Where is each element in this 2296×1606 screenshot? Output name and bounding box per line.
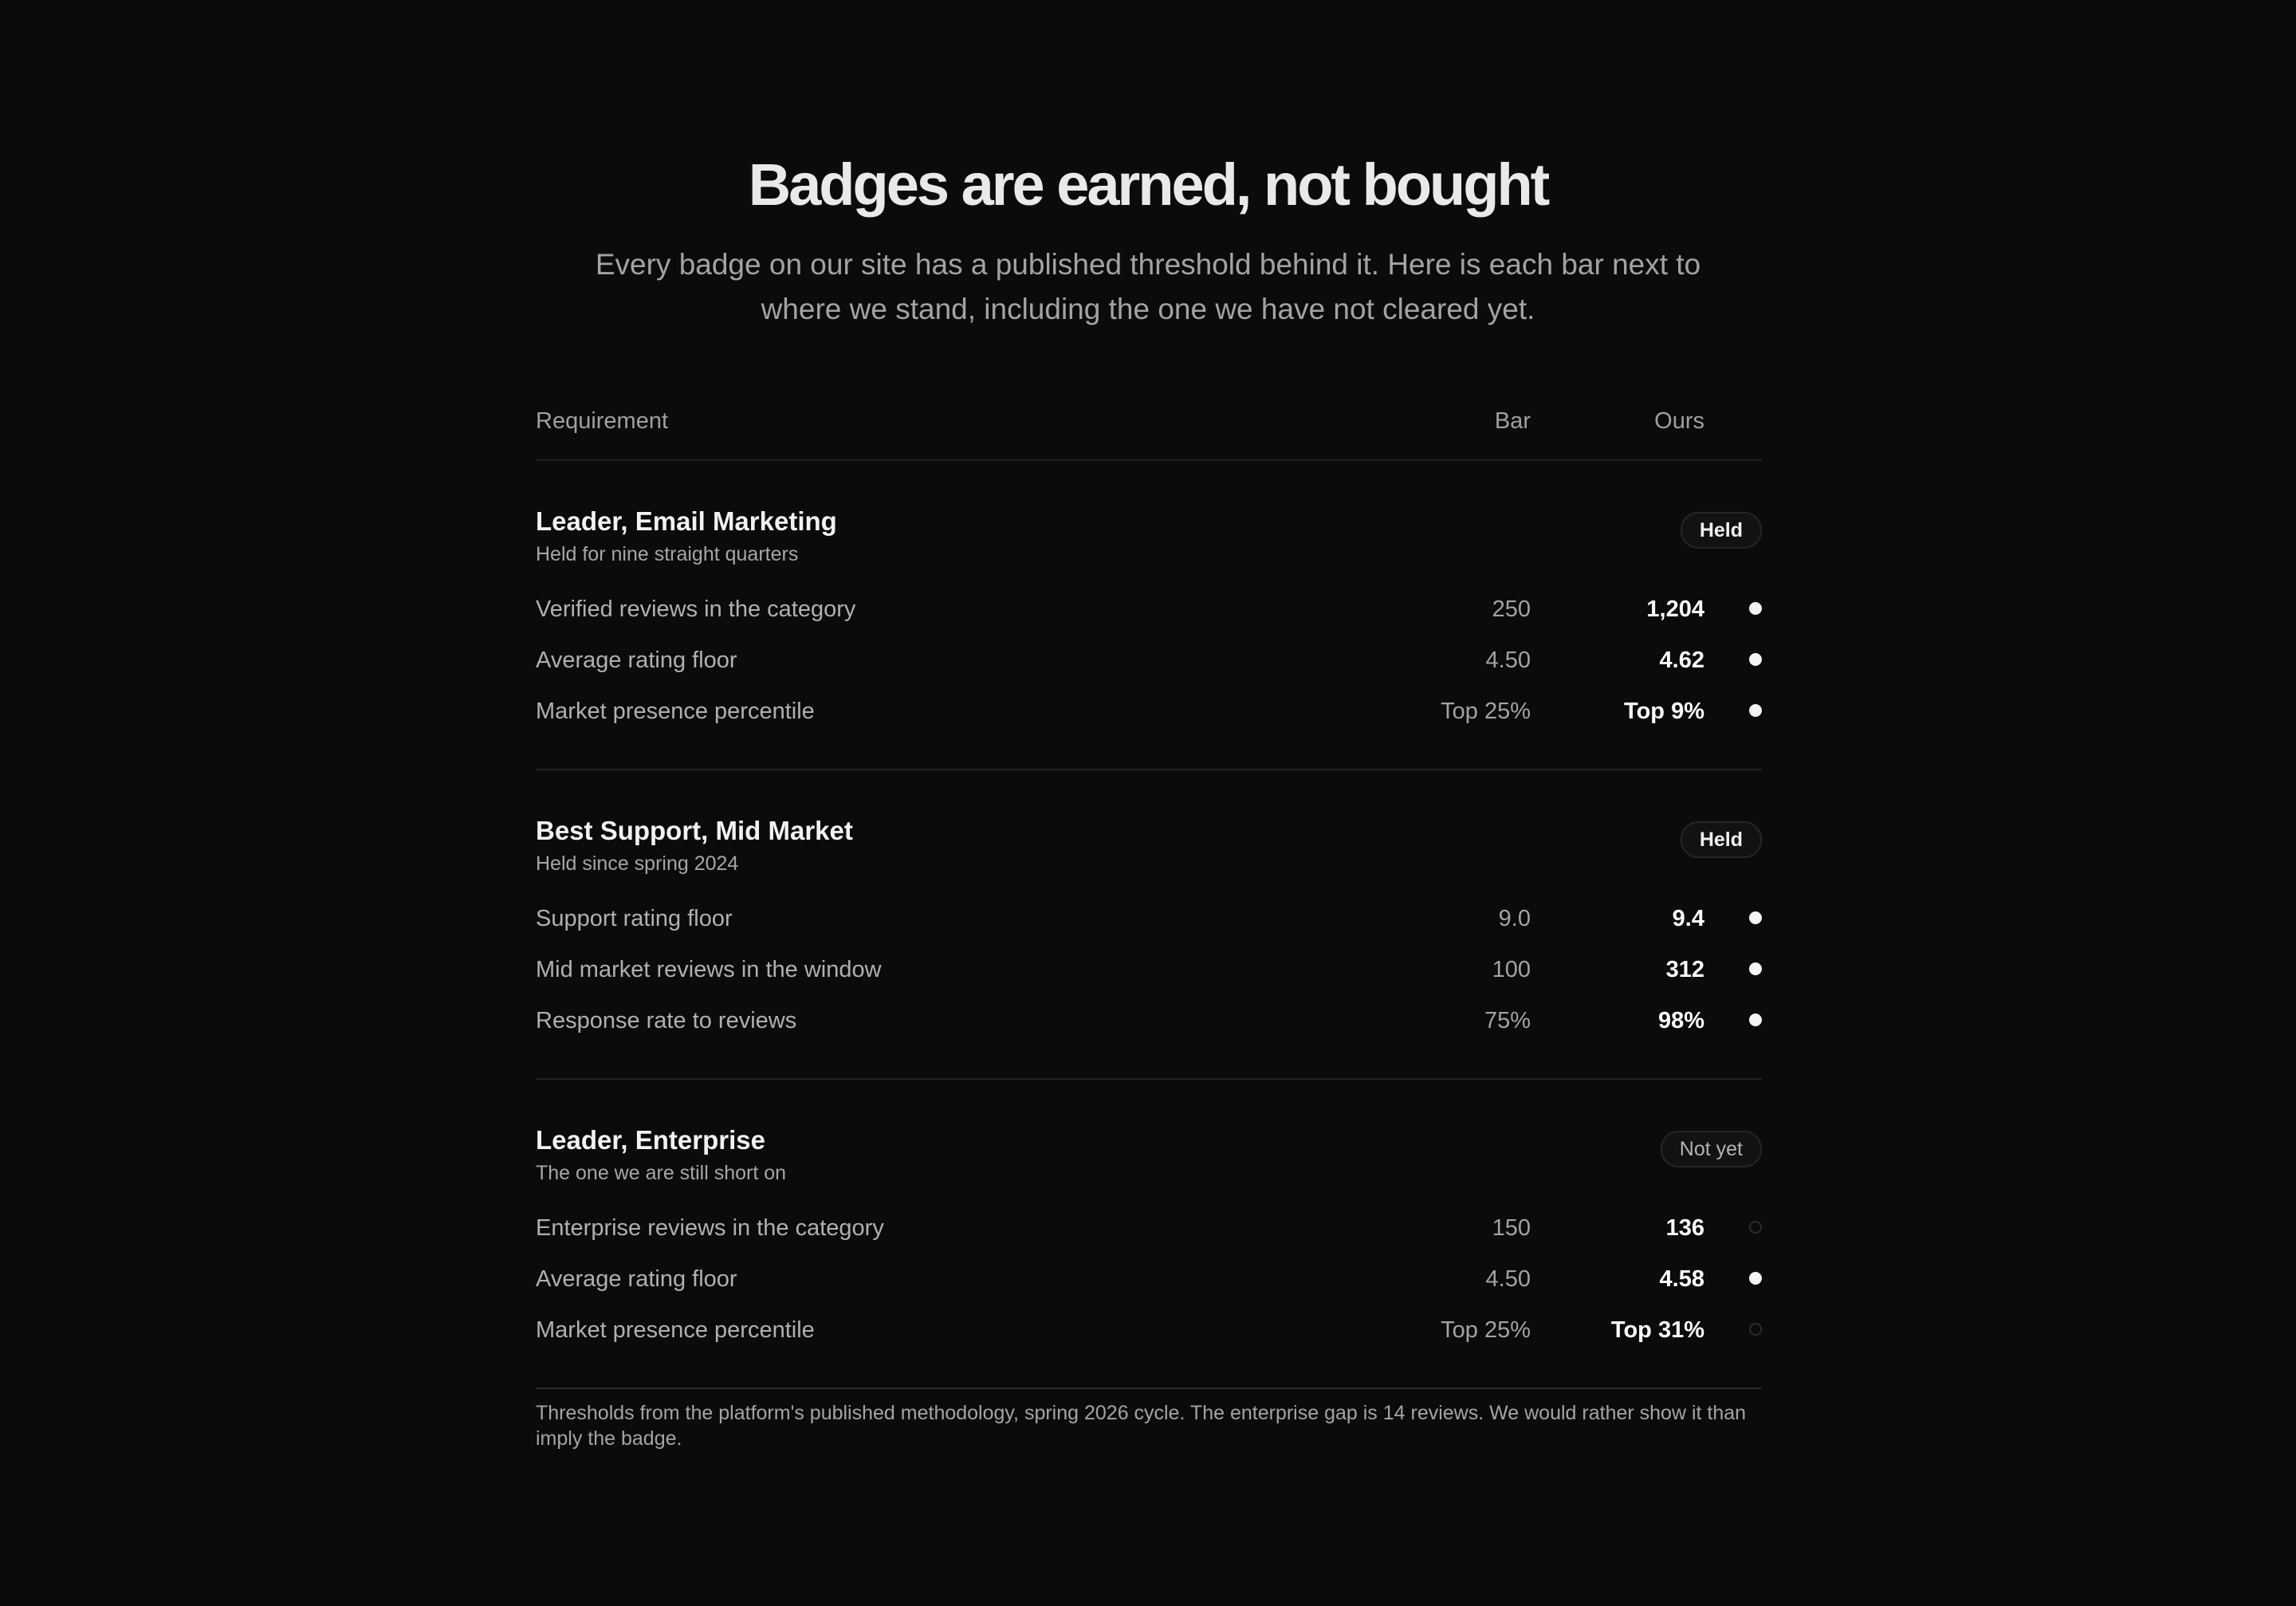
ours-value: 4.62 xyxy=(1659,648,1704,673)
badge-note: The one we are still short on xyxy=(536,1162,787,1184)
table-header xyxy=(536,399,1762,461)
bar-value: 9.0 xyxy=(1498,906,1531,931)
requirement-label: Average rating floor xyxy=(536,1266,737,1292)
bar-value: Top 25% xyxy=(1441,1317,1531,1343)
badge-group-header xyxy=(536,506,1762,584)
status-dot-icon xyxy=(1749,704,1762,717)
table-row xyxy=(536,995,1762,1046)
status-dot-icon xyxy=(1749,1272,1762,1285)
ours-value: 9.4 xyxy=(1672,906,1704,931)
status-dot-icon xyxy=(1749,1014,1762,1026)
status-dot-icon xyxy=(1749,1323,1762,1336)
table-row xyxy=(536,686,1762,737)
badge-name: Leader, Enterprise xyxy=(536,1125,765,1155)
requirement-label: Enterprise reviews in the category xyxy=(536,1215,884,1241)
badge-name: Leader, Email Marketing xyxy=(536,506,837,536)
badge-note: Held since spring 2024 xyxy=(536,852,739,875)
badge-group xyxy=(536,770,1762,1080)
bar-value: 4.50 xyxy=(1485,648,1531,673)
column-header-ours: Ours xyxy=(1654,408,1704,434)
status-badge: Held xyxy=(1681,821,1762,858)
bar-value: 100 xyxy=(1492,957,1531,982)
status-badge: Not yet xyxy=(1661,1131,1762,1167)
status-dot-icon xyxy=(1749,911,1762,924)
table-row xyxy=(536,1305,1762,1356)
requirement-label: Verified reviews in the category xyxy=(536,596,856,622)
bar-value: 75% xyxy=(1484,1008,1531,1033)
column-header-bar: Bar xyxy=(1494,408,1531,434)
badge-group xyxy=(536,461,1762,770)
requirement-label: Market presence percentile xyxy=(536,1317,815,1343)
badge-name: Best Support, Mid Market xyxy=(536,816,853,845)
status-badge: Held xyxy=(1681,512,1762,549)
requirement-label: Support rating floor xyxy=(536,906,733,931)
badge-note: Held for nine straight quarters xyxy=(536,543,799,565)
badge-group xyxy=(536,1080,1762,1389)
table-row xyxy=(536,584,1762,635)
ours-value: 312 xyxy=(1665,957,1704,982)
page-subtitle: Every badge on our site has a published threshold behind it. Here is each bar next to where we stand, including the one we have not cleared yet. xyxy=(595,248,1701,325)
ours-value: Top 31% xyxy=(1610,1317,1704,1343)
bar-value: 150 xyxy=(1492,1215,1531,1241)
status-dot-icon xyxy=(1749,1221,1762,1234)
requirement-label: Average rating floor xyxy=(536,648,737,673)
table-row xyxy=(536,893,1762,944)
bar-value: 4.50 xyxy=(1485,1266,1531,1292)
table-row xyxy=(536,1203,1762,1254)
page-title: Badges are earned, not bought xyxy=(748,152,1548,218)
footnote: Thresholds from the platform's published methodology, spring 2026 cycle. The enterprise gap is 14 reviews. We would rather show it than imply the badge. xyxy=(536,1402,1747,1450)
ours-value: 4.58 xyxy=(1659,1266,1704,1292)
ours-value: 136 xyxy=(1665,1215,1704,1241)
badge-group-header xyxy=(536,1124,1762,1203)
requirement-label: Mid market reviews in the window xyxy=(536,957,882,982)
bar-value: Top 25% xyxy=(1441,699,1531,724)
bar-value: 250 xyxy=(1492,596,1531,622)
requirements-table xyxy=(536,399,1762,1389)
ours-value: Top 9% xyxy=(1624,699,1704,724)
ours-value: 1,204 xyxy=(1646,596,1704,622)
status-dot-icon xyxy=(1749,602,1762,615)
requirement-label: Market presence percentile xyxy=(536,699,815,724)
table-row xyxy=(536,1254,1762,1305)
table-row xyxy=(536,944,1762,995)
badge-group-header xyxy=(536,815,1762,893)
column-header-requirement: Requirement xyxy=(536,408,669,434)
requirement-label: Response rate to reviews xyxy=(536,1008,797,1033)
status-dot-icon xyxy=(1749,653,1762,666)
ours-value: 98% xyxy=(1657,1008,1704,1033)
status-dot-icon xyxy=(1749,962,1762,975)
table-row xyxy=(536,635,1762,686)
